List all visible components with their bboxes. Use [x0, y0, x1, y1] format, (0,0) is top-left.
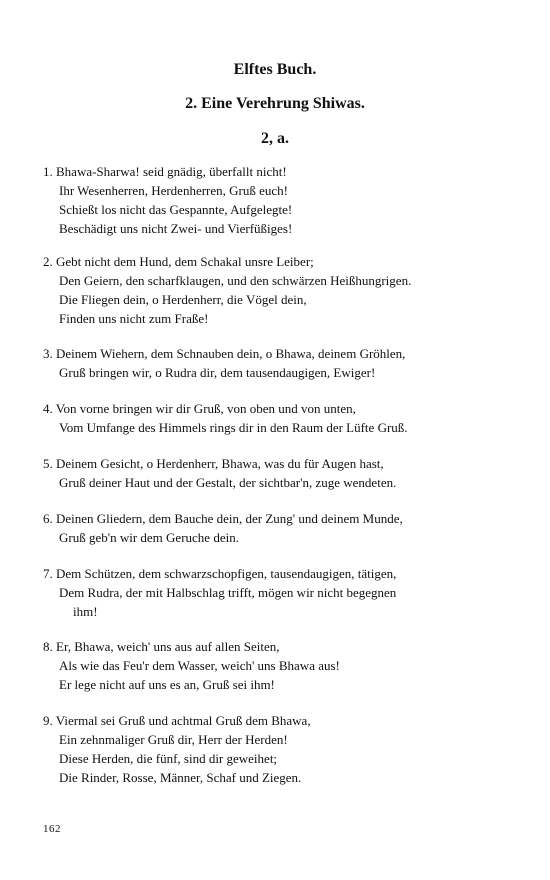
verse-line: Beschädigt uns nicht Zwei- und Vierfüßiges! [59, 221, 293, 236]
verse-line: Schießt los nicht das Gespannte, Aufgelegte! [59, 202, 293, 217]
verse-line: 1. Bhawa-Sharwa! seid gnädig, überfallt nicht! [43, 164, 287, 179]
section-title: 2. Eine Verehrung Shiwas. [185, 95, 365, 112]
page-number: 162 [43, 823, 61, 835]
verse-1 [43, 162, 513, 238]
verse-line: Diese Herden, die fünf, sind dir geweihet; [59, 751, 278, 766]
verse-line: Gruß deiner Haut und der Gestalt, der sichtbar'n, zuge wendeten. [59, 475, 397, 490]
verse-3 [43, 344, 513, 382]
verse-6 [43, 509, 513, 547]
verse-line: Die Fliegen dein, o Herdenherr, die Vögel dein, [59, 292, 307, 307]
verse-line: Die Rinder, Rosse, Männer, Schaf und Ziegen. [59, 770, 302, 785]
verse-line: Als wie das Feu'r dem Wasser, weich' uns Bhawa aus! [59, 658, 340, 673]
verse-line: Gruß bringen wir, o Rudra dir, dem tausendaugigen, Ewiger! [59, 365, 376, 380]
verse-line: 5. Deinem Gesicht, o Herdenherr, Bhawa, was du für Augen hast, [43, 456, 384, 471]
verse-line: 8. Er, Bhawa, weich' uns aus auf allen Seiten, [43, 639, 280, 654]
verse-5 [43, 454, 513, 492]
book-title: Elftes Buch. [233, 61, 317, 78]
verse-line: 3. Deinem Wiehern, dem Schnauben dein, o Bhawa, deinem Gröhlen, [43, 346, 406, 361]
verse-line: Dem Rudra, der mit Halbschlag trifft, mögen wir nicht begegnen [59, 585, 397, 600]
verse-line: 4. Von vorne bringen wir dir Gruß, von oben und von unten, [43, 401, 356, 416]
verse-4 [43, 399, 513, 437]
verse-line: Finden uns nicht zum Fraße! [59, 311, 209, 326]
verse-line: Ihr Wesenherren, Herdenherren, Gruß euch! [59, 183, 288, 198]
verse-9 [43, 711, 513, 787]
verse-2 [43, 252, 513, 328]
verse-line: ihm! [73, 604, 98, 619]
verse-line: 9. Viermal sei Gruß und achtmal Gruß dem Bhawa, [43, 713, 311, 728]
verse-8 [43, 637, 513, 694]
subsection-title: 2, a. [261, 130, 289, 147]
verse-7 [43, 564, 513, 621]
verse-line: Vom Umfange des Himmels rings dir in den Raum der Lüfte Gruß. [59, 420, 408, 435]
verse-line: 2. Gebt nicht dem Hund, dem Schakal unsre Leiber; [43, 254, 314, 269]
verse-line: Ein zehnmaliger Gruß dir, Herr der Herden! [59, 732, 288, 747]
verse-line: Gruß geb'n wir dem Geruche dein. [59, 530, 239, 545]
verse-line: Den Geiern, den scharfklaugen, und den schwärzen Heißhungrigen. [59, 273, 412, 288]
verse-line: Er lege nicht auf uns es an, Gruß sei ihm! [59, 677, 275, 692]
verse-line: 6. Deinen Gliedern, dem Bauche dein, der Zung' und deinem Munde, [43, 511, 403, 526]
verse-line: 7. Dem Schützen, dem schwarzschopfigen, tausendaugigen, tätigen, [43, 566, 397, 581]
